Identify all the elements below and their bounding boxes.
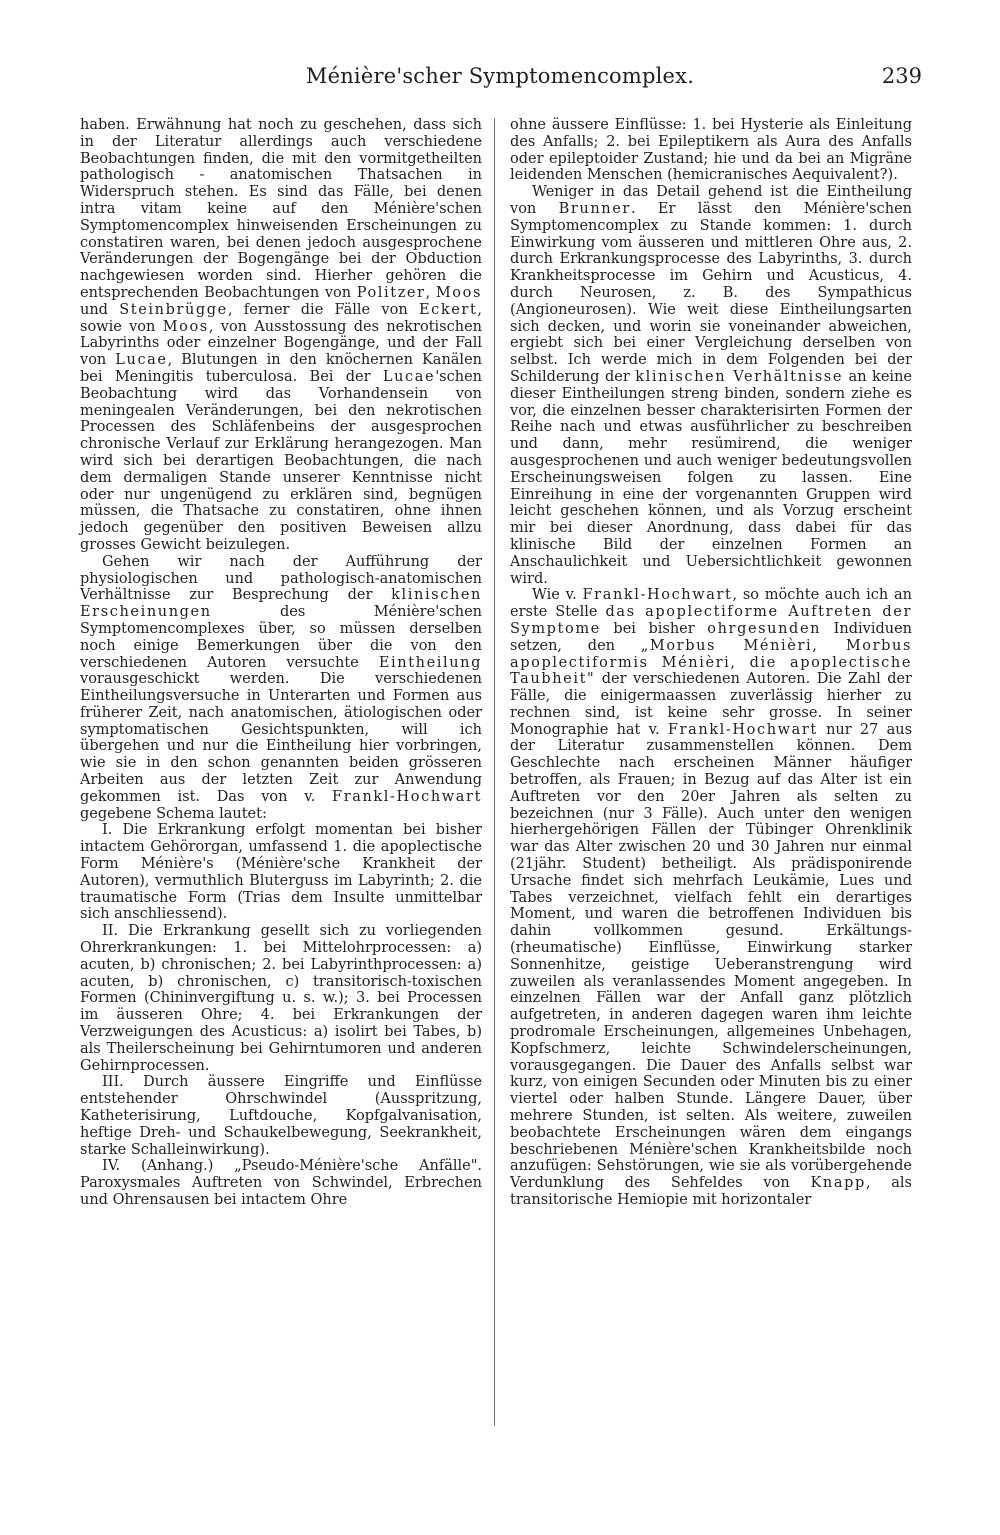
author-name: Moos xyxy=(162,318,209,335)
author-name: Frankl-Hochwart xyxy=(582,587,733,604)
author-name: Knapp xyxy=(810,1175,866,1192)
author-name: Frankl-Hochwart xyxy=(667,721,818,738)
paragraph-classification-intro: Gehen wir nach der Aufführung der physiologischen und pathologisch-anatomischen Verhältnisse zur Besprechung der klinischen Erscheinungen des Ménière'schen Symptomencomplexes über, so müssen derselben noch einige Bemerkungen über die von den verschiedenen Autoren versuchte Eintheilung vorausgeschickt werden. Die verschiedenen Eintheilungsversuche in Unterarten und Formen aus früherer Zeit, nach anatomischen, ätiologischen oder symptomatischen Gesichtspunkten, will ich übergehen und nur die Eintheilung hier vorbringen, wie sie in den schon genannten beiden grösseren Arbeiten aus der letzten Zeit zur Anwendung gekommen ist. Das von v. Frankl-Hochwart gegebene Schema lautet: xyxy=(80,553,482,822)
emphasized-term: „Morbus Ménièri, Morbus apoplectiformis Ménièri, die apoplectische Taubheit" xyxy=(510,637,912,688)
schema-item-4: IV. (Anhang.) „Pseudo-Ménière'sche Anfälle". Paroxysmales Auftreten von Schwindel, Erbrechen und Ohrensausen bei intactem Ohre xyxy=(80,1158,482,1208)
emphasized-term: klinischen Erscheinungen xyxy=(80,587,482,621)
emphasized-term: das apoplectiforme Auftreten der Symptome xyxy=(510,604,912,637)
running-head: Ménière'scher Symptomencomplex. xyxy=(305,64,695,88)
emphasized-term: Eintheilung xyxy=(378,654,482,671)
paragraph-schema-continuation: ohne äussere Einflüsse: 1. bei Hysterie als Einleitung des Anfalls; 2. bei Epileptikern als Aura des Anfalls oder epileptoider Zustand; hie und da bei an Migräne leidenden Menschen (hemicranisches Aequivalent?). xyxy=(510,117,912,184)
author-name: Lucae xyxy=(115,352,168,369)
emphasized-term: ohrgesunden xyxy=(707,620,822,637)
paragraph-brunner-classification: Weniger in das Detail gehend ist die Eintheilung von Brunner. Er lässt den Ménière'schen Symptomencomplex zu Stande kommen: 1. durch Einwirkung vom äusseren und mittleren Ohre aus, 2. durch Erkrankungsprocesse des Labyrinths, 3. durch Krankheitsprocesse im Gehirn und Acusticus, 4. durch Neurosen, z. B. des Sympathicus (Angioneurosen). Wie weit diese Eintheilungsarten sich decken, und worin sie voneinander abweichen, ergiebt sich bei einer Vergleichung derselben von selbst. Ich werde mich in dem Folgenden bei der Schilderung der klinischen Verhältnisse an keine dieser Eintheilungen streng binden, sondern ziehe es vor, die einzelnen besser charakterisirten Formen der Reihe nach und etwas ausführlicher zu beschreiben und dann, mehr resümirend, die weniger ausgesprochenen und auch weniger bedeutungsvollen Erscheinungsweisen folgen zu lassen. Eine Einreihung in eine der vorgenannten Gruppen wird leicht geschehen können, und als Vorzug erscheint mir bei dieser Anordnung, dass dabei für das klinische Bild der einzelnen Formen an Anschaulichkeit und Uebersichtlichkeit gewonnen wird. xyxy=(510,184,912,587)
author-name: Politzer xyxy=(356,284,426,301)
left-column xyxy=(80,117,482,1209)
author-name: Steinbrügge xyxy=(119,301,228,318)
author-name: Lucae xyxy=(382,368,436,385)
emphasized-term: klinischen Verhältnisse xyxy=(635,368,844,385)
author-name: Frankl-Hochwart xyxy=(332,788,482,805)
page-header xyxy=(78,64,922,104)
page-number: 239 xyxy=(881,64,922,88)
column-divider xyxy=(494,118,495,1426)
author-name: Moos xyxy=(435,284,483,301)
schema-item-1: I. Die Erkrankung erfolgt momentan bei bisher intactem Gehörorgan, umfassend 1. die apoplectische Form Ménière's (Ménière'sche Krankheit der Autoren), vermuthlich Bluterguss im Labyrinth; 2. die traumatische Form (Trias dem Insulte unmittelbar sich anschliessend). xyxy=(80,822,482,923)
right-column xyxy=(510,117,912,1209)
author-name: Eckert xyxy=(418,301,478,318)
paragraph-literature-observations: haben. Erwähnung hat noch zu geschehen, dass sich in der Literatur allerdings auch verschiedene Beobachtungen finden, die mit den vormitgetheilten pathologisch - anatomischen Thatsachen in Widerspruch stehen. Es sind das Fälle, bei denen intra vitam keine auf den Ménière'schen Symptomencomplex hinweisenden Erscheinungen zu constatiren waren, bei denen jedoch ausgesprochene Veränderungen der Bogengänge bei der Obduction nachgewiesen worden sind. Hierher gehören die entsprechenden Beobachtungen von Politzer, Moos und Steinbrügge, ferner die Fälle von Eckert, sowie von Moos, von Ausstossung des nekrotischen Labyrinths oder einzelner Bogengänge, und der Fall von Lucae, Blutungen in den knöchernen Kanälen bei Meningitis tuberculosa. Bei der Lucae'schen Beobachtung wird das Vorhandensein von meningealen Veränderungen, bei den nekrotischen Processen des Schläfenbeins der ausgesprochen chronische Verlauf zur Erklärung herangezogen. Man wird sich bei derartigen Beobachtungen, die nach dem dermaligen Stande unserer Kenntnisse nicht oder nur ungenügend zu erklären sind, begnügen müssen, die Thatsache zu constatiren, ohne ihnen jedoch gegenüber den positiven Beweisen allzu grosses Gewicht beizulegen. xyxy=(80,117,483,553)
author-name: Brunner xyxy=(558,200,631,217)
schema-item-3: III. Durch äussere Eingriffe und Einflüsse entstehender Ohrschwindel (Ausspritzung, Katheterisirung, Luftdouche, Kopfgalvanisation, heftige Dreh- und Schaukelbewegung, Seekrankheit, starke Schalleinwirkung). xyxy=(80,1074,482,1158)
paragraph-apoplectiform-onset: Wie v. Frankl-Hochwart, so möchte auch ich an erste Stelle das apoplectiforme Auftreten der Symptome bei bisher ohrgesunden Individuen setzen, den „Morbus Ménièri, Morbus apoplectiformis Ménièri, die apoplectische Taubheit" der verschiedenen Autoren. Die Zahl der Fälle, die einigermaassen zuverlässig hierher zu rechnen sind, ist keine sehr grosse. In seiner Monographie hat v. Frankl-Hochwart nur 27 aus der Literatur zusammenstellen können. Dem Geschlechte nach erscheinen Männer häufiger betroffen, als Frauen; in Bezug auf das Alter ist ein Auftreten vor den 20er Jahren als selten zu bezeichnen (nur 3 Fälle). Auch unter den wenigen hierhergehörigen Fällen der Tübinger Ohrenklinik war das Alter zwischen 20 und 30 Jahren nur einmal (21jähr. Student) betheiligt. Als prädisponirende Ursache findet sich mehrfach Leukämie, Lues und Tabes verzeichnet, vielfach fehlt ein derartiges Moment, und waren die betroffenen Individuen bis dahin vollkommen gesund. Erkältungs- (rheumatische) Einflüsse, Einwirkung starker Sonnenhitze, geistige Ueberanstrengung wird zuweilen als veranlassendes Moment angegeben. In einzelnen Fällen war der Anfall ganz plötzlich aufgetreten, in anderen dagegen waren ihm leichte prodromale Erscheinungen, allgemeines Unbehagen, Kopfschmerz, leichte Schwindelerscheinungen, vorausgegangen. Die Dauer des Anfalls selbst war kurz, von einigen Secunden oder Minuten bis zu einer viertel oder halben Stunde. Längere Dauer, über mehrere Stunden, ist selten. Als weitere, zuweilen beobachtete Erscheinungen wären dem eingangs beschriebenen Ménière'schen Krankheitsbilde noch anzufügen: Sehstörungen, wie sie als vorübergehende Verdunklung des Sehfeldes von Knapp, als transitorische Hemiopie mit horizontaler xyxy=(510,587,913,1208)
schema-item-2: II. Die Erkrankung gesellt sich zu vorliegenden Ohrerkrankungen: 1. bei Mittelohrprocessen: a) acuten, b) chronischen; 2. bei Labyrinthprocessen: a) acuten, b) chronischen, c) transitorisch-toxischen Formen (Chininvergiftung u. s. w.); 3. bei Processen im äusseren Ohre; 4. bei Erkrankungen der Verzweigungen des Acusticus: a) isolirt bei Tabes, b) als Theilerscheinung bei Gehirntumoren und anderen Gehirnprocessen. xyxy=(80,923,482,1074)
